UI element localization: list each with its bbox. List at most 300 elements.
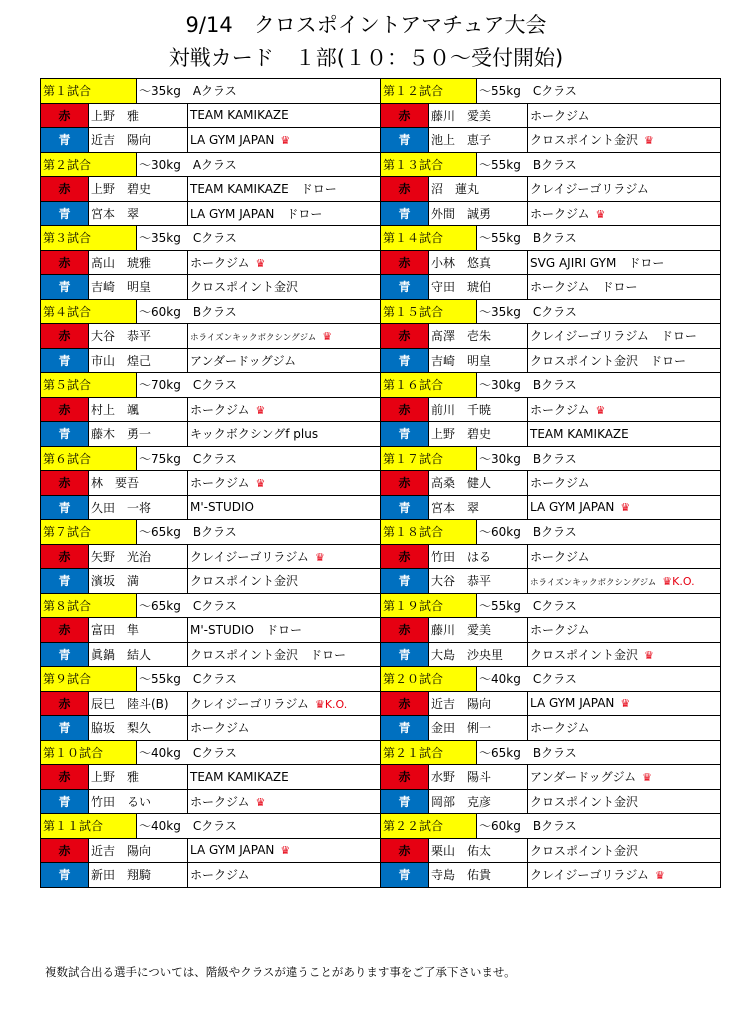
fighter-name: 上野 碧史 xyxy=(429,422,528,447)
blue-corner-row xyxy=(41,201,381,226)
blue-corner-label: 青 xyxy=(41,201,89,226)
bout-number: 第１４試合 xyxy=(381,226,477,251)
red-corner-label: 赤 xyxy=(381,618,429,643)
red-corner-label: 赤 xyxy=(41,103,89,128)
bout-header-row xyxy=(381,593,721,618)
bout-weight-class: 〜30kg Aクラス xyxy=(137,152,381,177)
fighter-team-cell xyxy=(188,569,381,594)
red-corner-row xyxy=(381,838,721,863)
fighter-name: 吉崎 明皇 xyxy=(429,348,528,373)
fighter-team: ホークジム xyxy=(190,476,250,491)
fighter-team-cell xyxy=(528,128,721,153)
fighter-team: クレイジーゴリラジム xyxy=(190,696,309,711)
fighter-team: ホークジム xyxy=(530,402,590,417)
fighter-team: LA GYM JAPAN xyxy=(190,132,275,147)
fighter-name: 栗山 佑太 xyxy=(429,838,528,863)
red-corner-label: 赤 xyxy=(41,691,89,716)
bout-weight-class: 〜30kg Bクラス xyxy=(477,373,721,398)
fighter-name: 近吉 陽向 xyxy=(89,128,188,153)
fighter-team-cell xyxy=(188,201,381,226)
fighter-team-cell xyxy=(188,618,381,643)
fighter-team-cell xyxy=(528,177,721,202)
bout-weight-class: 〜60kg Bクラス xyxy=(477,814,721,839)
bout-header-row xyxy=(381,373,721,398)
red-corner-label: 赤 xyxy=(381,691,429,716)
fighter-team: クレイジーゴリラジム ドロー xyxy=(530,329,697,344)
red-corner-label: 赤 xyxy=(381,765,429,790)
bout-number: 第４試合 xyxy=(41,299,137,324)
fighter-team-cell xyxy=(528,789,721,814)
fighter-team-cell xyxy=(188,642,381,667)
fighter-name: 小林 悠真 xyxy=(429,250,528,275)
blue-corner-label: 青 xyxy=(381,422,429,447)
red-corner-label: 赤 xyxy=(41,397,89,422)
fighter-name: 池上 恵子 xyxy=(429,128,528,153)
bout-number: 第３試合 xyxy=(41,226,137,251)
fighter-team-cell xyxy=(528,544,721,569)
red-corner-row xyxy=(41,544,381,569)
blue-corner-label: 青 xyxy=(381,569,429,594)
fighter-name: 濱坂 満 xyxy=(89,569,188,594)
bout-weight-class: 〜35kg Aクラス xyxy=(137,79,381,104)
winner-crown-icon: ♛ xyxy=(620,697,631,711)
fighter-team-cell xyxy=(528,275,721,300)
fighter-team: クロスポイント金沢 xyxy=(530,843,639,858)
bout-weight-class: 〜55kg Cクラス xyxy=(477,593,721,618)
blue-corner-label: 青 xyxy=(41,348,89,373)
red-corner-label: 赤 xyxy=(381,103,429,128)
red-corner-label: 赤 xyxy=(41,544,89,569)
fighter-name: 藤川 愛美 xyxy=(429,103,528,128)
red-corner-row xyxy=(381,177,721,202)
blue-corner-row xyxy=(41,642,381,667)
fighter-team: SVG AJIRI GYM ドロー xyxy=(530,255,665,270)
bout-header-row xyxy=(381,152,721,177)
bout-number: 第１０試合 xyxy=(41,740,137,765)
red-corner-label: 赤 xyxy=(381,544,429,569)
bout-number: 第７試合 xyxy=(41,520,137,545)
blue-corner-label: 青 xyxy=(381,716,429,741)
fighter-team: クレイジーゴリラジム xyxy=(530,182,649,197)
fighter-team-cell xyxy=(188,422,381,447)
fighter-team: TEAM KAMIKAZE xyxy=(190,769,289,784)
bout-number: 第１３試合 xyxy=(381,152,477,177)
bout-number: 第１８試合 xyxy=(381,520,477,545)
red-corner-label: 赤 xyxy=(41,765,89,790)
fighter-team-cell xyxy=(188,765,381,790)
footnote: 複数試合出る選手については、階級やクラスが違うことがあります事をご了承下さいませ。 xyxy=(45,965,516,979)
bout-weight-class: 〜35kg Cクラス xyxy=(137,226,381,251)
bout-weight-class: 〜35kg Cクラス xyxy=(477,299,721,324)
blue-corner-row xyxy=(381,201,721,226)
red-corner-row xyxy=(41,691,381,716)
fighter-team-cell xyxy=(188,397,381,422)
bout-header-row xyxy=(381,299,721,324)
red-corner-label: 赤 xyxy=(381,397,429,422)
red-corner-label: 赤 xyxy=(41,471,89,496)
fighter-team-cell xyxy=(188,348,381,373)
winner-crown-icon: ♛ xyxy=(255,795,266,809)
bout-header-row xyxy=(41,814,381,839)
fighter-team: LA GYM JAPAN xyxy=(530,696,615,711)
fighter-team: ホライズンキックボクシングジム xyxy=(190,332,317,343)
blue-corner-label: 青 xyxy=(41,642,89,667)
bout-weight-class: 〜65kg Cクラス xyxy=(137,593,381,618)
bout-weight-class: 〜40kg Cクラス xyxy=(137,814,381,839)
bout-number: 第１５試合 xyxy=(381,299,477,324)
fighter-team-cell xyxy=(188,838,381,863)
bout-header-row xyxy=(381,740,721,765)
bout-number: 第１９試合 xyxy=(381,593,477,618)
bout-number: 第９試合 xyxy=(41,667,137,692)
fighter-team: クロスポイント金沢 xyxy=(530,794,639,809)
blue-corner-label: 青 xyxy=(381,789,429,814)
page-title: 9/14 クロスポイントアマチュア大会 xyxy=(185,13,547,37)
bout-header-row xyxy=(381,446,721,471)
blue-corner-row xyxy=(41,128,381,153)
red-corner-row xyxy=(41,838,381,863)
blue-corner-row xyxy=(41,348,381,373)
winner-crown-icon: ♛ xyxy=(595,403,606,417)
fighter-name: 藤川 愛美 xyxy=(429,618,528,643)
fighter-team: ホライズンキックボクシングジム xyxy=(530,577,657,588)
result-label: K.O. xyxy=(672,574,695,588)
winner-crown-icon: ♛ xyxy=(280,844,291,858)
red-corner-label: 赤 xyxy=(41,250,89,275)
fighter-team-cell xyxy=(188,103,381,128)
fighter-team-cell xyxy=(528,863,721,888)
fighter-team-cell xyxy=(188,716,381,741)
red-corner-row xyxy=(41,397,381,422)
red-corner-label: 赤 xyxy=(381,177,429,202)
red-corner-label: 赤 xyxy=(41,838,89,863)
blue-corner-label: 青 xyxy=(381,201,429,226)
bout-weight-class: 〜60kg Bクラス xyxy=(477,520,721,545)
fighter-team-cell xyxy=(188,250,381,275)
red-corner-row xyxy=(381,103,721,128)
fighter-name: 村上 颯 xyxy=(89,397,188,422)
blue-corner-row xyxy=(41,422,381,447)
bout-header-row xyxy=(41,593,381,618)
fighter-team-cell xyxy=(528,397,721,422)
fighter-name: 脇坂 梨久 xyxy=(89,716,188,741)
fighter-team: LA GYM JAPAN ドロー xyxy=(190,206,323,221)
winner-crown-icon: ♛ xyxy=(314,697,325,711)
blue-corner-label: 青 xyxy=(381,348,429,373)
bout-header-row xyxy=(381,520,721,545)
bout-header-row xyxy=(41,79,381,104)
fighter-team: LA GYM JAPAN xyxy=(530,500,615,515)
red-corner-label: 赤 xyxy=(41,177,89,202)
fighter-name: 金田 俐一 xyxy=(429,716,528,741)
bout-column-left xyxy=(40,78,380,888)
fighter-name: 辰巳 陸斗(B) xyxy=(89,691,188,716)
fighter-name: 市山 煌己 xyxy=(89,348,188,373)
fighter-team: クロスポイント金沢 xyxy=(190,280,299,295)
bout-number: 第１２試合 xyxy=(381,79,477,104)
fighter-team: クロスポイント金沢 xyxy=(530,647,639,662)
fighter-team-cell xyxy=(188,128,381,153)
blue-corner-row xyxy=(381,275,721,300)
fighter-team: クロスポイント金沢 ドロー xyxy=(530,353,687,368)
fighter-name: 久田 一将 xyxy=(89,495,188,520)
red-corner-row xyxy=(381,324,721,349)
winner-crown-icon: ♛ xyxy=(662,574,673,588)
bout-weight-class: 〜55kg Cクラス xyxy=(137,667,381,692)
fighter-team-cell xyxy=(188,471,381,496)
blue-corner-row xyxy=(41,789,381,814)
bout-weight-class: 〜40kg Cクラス xyxy=(477,667,721,692)
fighter-team: TEAM KAMIKAZE ドロー xyxy=(190,182,337,197)
fighter-name: 水野 陽斗 xyxy=(429,765,528,790)
fighter-name: 宮本 翠 xyxy=(429,495,528,520)
blue-corner-row xyxy=(41,495,381,520)
fighter-team: ホークジム xyxy=(530,549,590,564)
red-corner-row xyxy=(41,103,381,128)
fighter-name: 髙澤 壱朱 xyxy=(429,324,528,349)
fighter-name: 吉崎 明皇 xyxy=(89,275,188,300)
bout-weight-class: 〜55kg Bクラス xyxy=(477,152,721,177)
fighter-name: 宮本 翠 xyxy=(89,201,188,226)
fighter-team: アンダードッグジム xyxy=(190,353,297,368)
winner-crown-icon: ♛ xyxy=(595,207,606,221)
fighter-team-cell xyxy=(528,250,721,275)
blue-corner-label: 青 xyxy=(381,275,429,300)
red-corner-row xyxy=(41,250,381,275)
bout-header-row xyxy=(41,226,381,251)
fighter-name: 守田 琥伯 xyxy=(429,275,528,300)
fighter-name: 上野 雅 xyxy=(89,765,188,790)
red-corner-row xyxy=(381,544,721,569)
fighter-name: 林 要吾 xyxy=(89,471,188,496)
bout-number: 第８試合 xyxy=(41,593,137,618)
bout-number: 第１試合 xyxy=(41,79,137,104)
blue-corner-label: 青 xyxy=(41,275,89,300)
blue-corner-label: 青 xyxy=(381,495,429,520)
fighter-team: クロスポイント金沢 xyxy=(190,574,299,589)
page-subtitle: 対戦カード １部(１０：５０〜受付開始) xyxy=(168,46,564,70)
blue-corner-row xyxy=(381,569,721,594)
bout-header-row xyxy=(381,667,721,692)
fighter-team-cell xyxy=(188,177,381,202)
bout-table xyxy=(380,78,721,888)
fighter-team-cell xyxy=(188,789,381,814)
red-corner-row xyxy=(41,618,381,643)
bout-weight-class: 〜70kg Cクラス xyxy=(137,373,381,398)
fighter-name: 大谷 恭平 xyxy=(429,569,528,594)
bout-number: 第５試合 xyxy=(41,373,137,398)
fighter-name: 眞鍋 結人 xyxy=(89,642,188,667)
blue-corner-label: 青 xyxy=(41,716,89,741)
fighter-team-cell xyxy=(188,275,381,300)
red-corner-row xyxy=(381,397,721,422)
result-label: K.O. xyxy=(324,697,348,711)
bout-column-right xyxy=(380,78,720,888)
blue-corner-label: 青 xyxy=(41,128,89,153)
fighter-team: クレイジーゴリラジム xyxy=(190,549,309,564)
red-corner-row xyxy=(41,765,381,790)
red-corner-row xyxy=(381,618,721,643)
winner-crown-icon: ♛ xyxy=(314,550,325,564)
blue-corner-label: 青 xyxy=(381,642,429,667)
red-corner-label: 赤 xyxy=(381,838,429,863)
red-corner-row xyxy=(381,250,721,275)
fighter-team-cell xyxy=(188,691,381,716)
fighter-name: 髙山 琥雅 xyxy=(89,250,188,275)
fighter-team: M'-STUDIO ドロー xyxy=(190,623,302,638)
fighter-name: 近吉 陽向 xyxy=(89,838,188,863)
bout-number: 第２１試合 xyxy=(381,740,477,765)
fighter-name: 藤木 勇一 xyxy=(89,422,188,447)
fighter-team: アンダードッグジム xyxy=(530,770,637,785)
red-corner-row xyxy=(381,691,721,716)
bout-header-row xyxy=(41,520,381,545)
blue-corner-row xyxy=(381,716,721,741)
winner-crown-icon: ♛ xyxy=(642,771,652,785)
fighter-team-cell xyxy=(188,324,381,349)
bout-header-row xyxy=(381,814,721,839)
fighter-name: 近吉 陽向 xyxy=(429,691,528,716)
bout-weight-class: 〜40kg Cクラス xyxy=(137,740,381,765)
red-corner-label: 赤 xyxy=(41,618,89,643)
blue-corner-row xyxy=(41,863,381,888)
fighter-team-cell xyxy=(528,765,721,790)
red-corner-row xyxy=(41,177,381,202)
fighter-team: ホークジム xyxy=(530,721,590,736)
fighter-team: クロスポイント金沢 xyxy=(530,133,639,148)
fighter-team: ホークジム xyxy=(530,476,590,491)
red-corner-row xyxy=(381,471,721,496)
red-corner-row xyxy=(381,765,721,790)
bout-table xyxy=(40,78,381,888)
blue-corner-label: 青 xyxy=(381,128,429,153)
fighter-team-cell xyxy=(528,422,721,447)
winner-crown-icon: ♛ xyxy=(255,403,266,417)
fighter-name: 上野 雅 xyxy=(89,103,188,128)
blue-corner-label: 青 xyxy=(381,863,429,888)
fighter-team-cell xyxy=(528,642,721,667)
fighter-team-cell xyxy=(188,544,381,569)
fighter-team-cell xyxy=(528,201,721,226)
fighter-team: M'-STUDIO xyxy=(190,500,254,515)
fighter-team-cell xyxy=(528,569,721,594)
blue-corner-row xyxy=(381,422,721,447)
bout-header-row xyxy=(41,740,381,765)
winner-crown-icon: ♛ xyxy=(644,648,654,662)
red-corner-row xyxy=(41,471,381,496)
winner-crown-icon: ♛ xyxy=(620,501,631,515)
fighter-team: ホークジム xyxy=(190,255,250,270)
fighter-team-cell xyxy=(528,324,721,349)
blue-corner-row xyxy=(41,569,381,594)
winner-crown-icon: ♛ xyxy=(255,256,266,270)
bout-header-row xyxy=(41,667,381,692)
winner-crown-icon: ♛ xyxy=(322,329,333,343)
blue-corner-row xyxy=(381,128,721,153)
fighter-team: TEAM KAMIKAZE xyxy=(530,426,629,441)
fighter-team: クロスポイント金沢 ドロー xyxy=(190,647,347,662)
blue-corner-row xyxy=(381,348,721,373)
bout-weight-class: 〜65kg Bクラス xyxy=(137,520,381,545)
bout-weight-class: 〜65kg Bクラス xyxy=(477,740,721,765)
bout-number: 第２２試合 xyxy=(381,814,477,839)
blue-corner-label: 青 xyxy=(41,422,89,447)
winner-crown-icon: ♛ xyxy=(255,477,266,491)
fighter-team: クレイジーゴリラジム xyxy=(530,868,649,883)
red-corner-row xyxy=(41,324,381,349)
fighter-name: 外間 誠勇 xyxy=(429,201,528,226)
fighter-team-cell xyxy=(188,863,381,888)
winner-crown-icon: ♛ xyxy=(280,133,291,147)
blue-corner-row xyxy=(381,642,721,667)
fighter-team-cell xyxy=(528,348,721,373)
fighter-team: ホークジム xyxy=(530,108,590,123)
bout-header-row xyxy=(41,152,381,177)
fighter-team-cell xyxy=(188,495,381,520)
fighter-team: ホークジム xyxy=(190,402,250,417)
blue-corner-label: 青 xyxy=(41,863,89,888)
fighter-name: 大島 沙央里 xyxy=(429,642,528,667)
blue-corner-label: 青 xyxy=(41,569,89,594)
fighter-team: TEAM KAMIKAZE xyxy=(190,108,289,123)
fighter-name: 前川 千暁 xyxy=(429,397,528,422)
blue-corner-row xyxy=(381,789,721,814)
bout-header-row xyxy=(41,373,381,398)
bout-header-row xyxy=(41,299,381,324)
blue-corner-row xyxy=(381,863,721,888)
fighter-name: 上野 碧史 xyxy=(89,177,188,202)
bout-header-row xyxy=(41,446,381,471)
bout-number: 第１１試合 xyxy=(41,814,137,839)
fighter-name: 大谷 恭平 xyxy=(89,324,188,349)
fighter-team-cell xyxy=(528,471,721,496)
fighter-team: ホークジム xyxy=(190,868,250,883)
fighter-team-cell xyxy=(528,618,721,643)
fighter-team: キックボクシングf plus xyxy=(190,427,319,442)
bout-number: 第１７試合 xyxy=(381,446,477,471)
bout-number: 第１６試合 xyxy=(381,373,477,398)
fighter-team: ホークジム xyxy=(530,623,590,638)
fighter-name: 寺島 佑貴 xyxy=(429,863,528,888)
fighter-team: ホークジム xyxy=(190,794,250,809)
fighter-name: 竹田 はる xyxy=(429,544,528,569)
bout-weight-class: 〜55kg Bクラス xyxy=(477,226,721,251)
fighter-team-cell xyxy=(528,495,721,520)
fighter-team-cell xyxy=(528,103,721,128)
bout-number: 第６試合 xyxy=(41,446,137,471)
fighter-name: 沼 蓮丸 xyxy=(429,177,528,202)
fighter-name: 矢野 光治 xyxy=(89,544,188,569)
red-corner-label: 赤 xyxy=(381,250,429,275)
red-corner-label: 赤 xyxy=(381,471,429,496)
fighter-team: ホークジム xyxy=(190,721,250,736)
fighter-name: 岡部 克彦 xyxy=(429,789,528,814)
bout-header-row xyxy=(381,79,721,104)
red-corner-label: 赤 xyxy=(41,324,89,349)
blue-corner-row xyxy=(381,495,721,520)
winner-crown-icon: ♛ xyxy=(654,869,665,883)
blue-corner-label: 青 xyxy=(41,495,89,520)
blue-corner-label: 青 xyxy=(41,789,89,814)
red-corner-label: 赤 xyxy=(381,324,429,349)
bout-weight-class: 〜75kg Cクラス xyxy=(137,446,381,471)
bout-header-row xyxy=(381,226,721,251)
bout-number: 第２０試合 xyxy=(381,667,477,692)
fighter-name: 富田 隼 xyxy=(89,618,188,643)
fighter-team: ホークジム xyxy=(530,206,590,221)
bout-weight-class: 〜60kg Bクラス xyxy=(137,299,381,324)
winner-crown-icon: ♛ xyxy=(644,134,654,148)
